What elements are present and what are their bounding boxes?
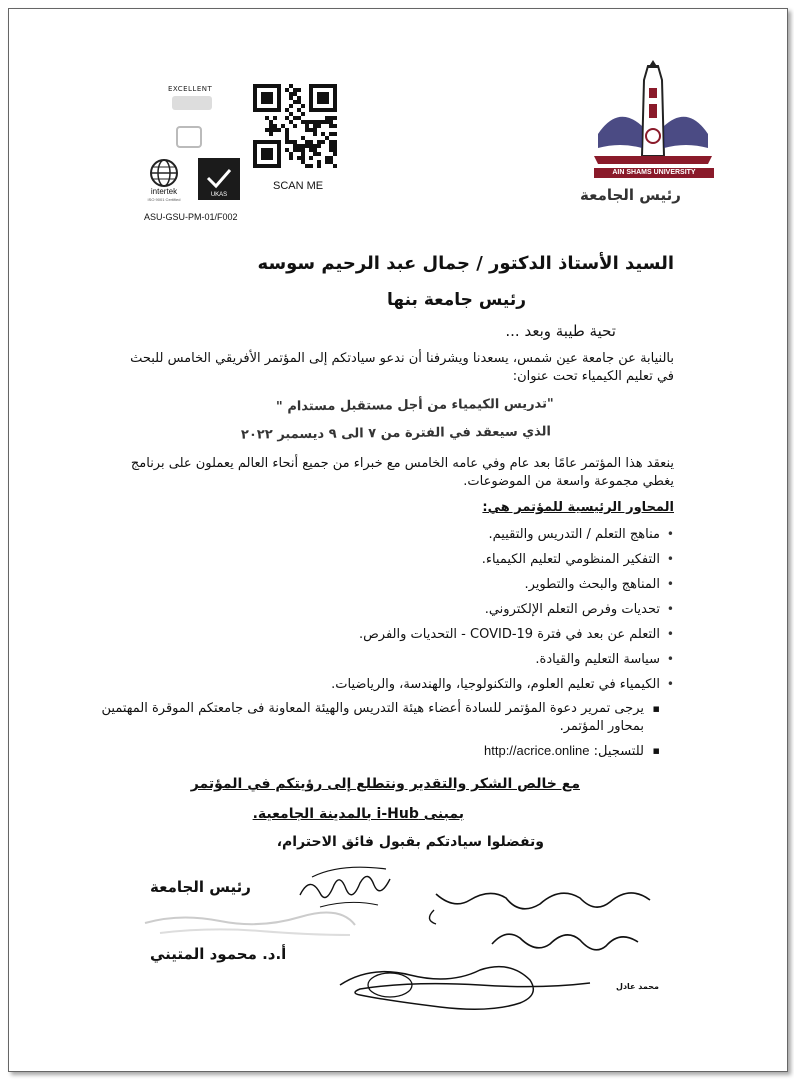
thanks-line-2: بمبنى i-Hub بالمدينة الجامعية. (252, 806, 464, 822)
invite-note: ▪ يرجى تمرير دعوة المؤتمر للسادة أعضاء هيئة التدريس والهيئة المعاونة فى جامعتكم الموقرة المهتمين بمحاور المؤتمر. (100, 700, 660, 736)
registration-note (100, 742, 660, 761)
office-title: رئيس الجامعة (580, 186, 681, 204)
register-label: للتسجيل: (593, 744, 644, 759)
cert-excellent-label: EXCELLENT (168, 85, 213, 93)
president-signature (290, 855, 400, 925)
conference-title: "تدريس الكيمياء من أجل مستقبل مستدام " (276, 396, 555, 415)
intertek-sub: ISO 9001 Certified (147, 197, 181, 202)
axes-list (114, 522, 674, 697)
ukas-badge (198, 158, 240, 200)
list-item: • سياسة التعليم والقيادة. (114, 647, 674, 672)
list-item: • التفكير المنظومي لتعليم الكيمياء. (114, 547, 674, 572)
document-code: ASU-GSU-PM-01/F002 (144, 212, 238, 222)
cert-small-icon (176, 126, 202, 148)
list-item: • التعلم عن بعد في فترة COVID-19 - التحديات والفرص. (114, 622, 674, 647)
signer-name: أ.د. محمود المتيني (150, 945, 287, 963)
faded-cert-badge (172, 96, 212, 110)
logo-caption: AIN SHAMS UNIVERSITY (594, 168, 714, 178)
list-item: • مناهج التعلم / التدريس والتقييم. (114, 522, 674, 547)
qr-code (253, 82, 337, 170)
list-item: • تحديات وفرص التعلم الإلكتروني. (114, 597, 674, 622)
list-item: • المناهج والبحث والتطوير. (114, 572, 674, 597)
list-item: • الكيمياء في تعليم العلوم، والتكنولوجيا، والهندسة، والرياضيات. (114, 672, 674, 697)
ain-shams-university-logo (590, 60, 716, 180)
bottom-signer-name: محمد عادل (616, 982, 660, 991)
closing-line: وتفضلوا سيادتكم بقبول فائق الاحترام، (276, 834, 544, 850)
intertek-globe-icon (142, 158, 186, 202)
greeting: تحية طيبة وبعد ... (505, 322, 616, 340)
description-paragraph: ينعقد هذا المؤتمر عامًا بعد عام وفي عامه الخامس مع خبراء من جميع أنحاء العالم يعملون على برنامج يغطي مجموعة واسعة من الموضوعات. (130, 456, 674, 489)
conference-dates: الذي سيعقد في الفترة من ٧ الى ٩ ديسمبر ٢٠٢٢ (240, 424, 552, 443)
intertek-label: intertek (150, 187, 178, 196)
intro-paragraph: بالنيابة عن جامعة عين شمس، يسعدنا ويشرفنا أن ندعو سيادتكم إلى المؤتمر الأفريقي الخامس للبحث في تعليم الكيمياء تحت عنوان: (130, 351, 674, 384)
register-link[interactable]: http://acrice.online (484, 743, 590, 758)
addressee-role: رئيس جامعة بنها (387, 290, 526, 310)
notes-list (100, 700, 660, 767)
addressee: السيد الأستاذ الدكتور / جمال عبد الرحيم سوسه (257, 253, 674, 274)
signer-title: رئيس الجامعة (150, 878, 251, 896)
checkmark-icon (198, 158, 240, 200)
bottom-signature (330, 955, 610, 1020)
ukas-label: UKAS (210, 192, 228, 198)
scan-me-label: SCAN ME (273, 180, 324, 192)
axes-heading: المحاور الرئيسية للمؤتمر هي: (482, 500, 674, 515)
thanks-line-1: مع خالص الشكر والتقدير ونتطلع إلى رؤيتكم في المؤتمر (190, 776, 580, 792)
